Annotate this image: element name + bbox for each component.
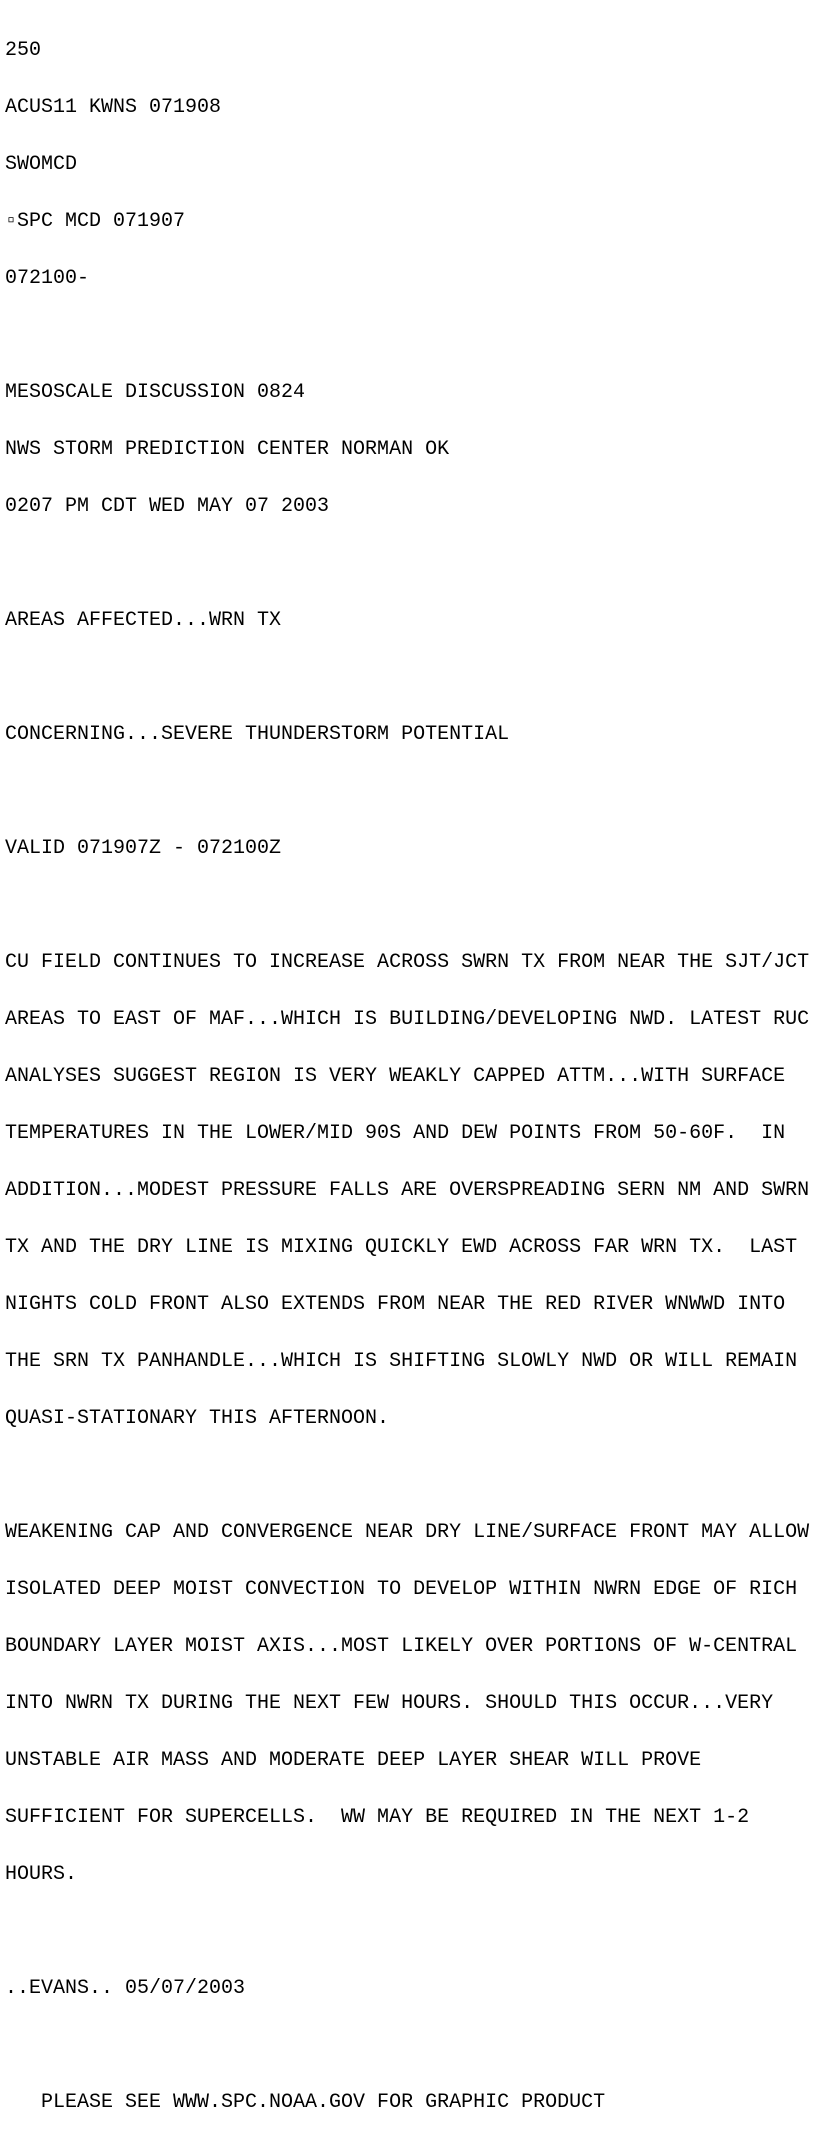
text-line: UNSTABLE AIR MASS AND MODERATE DEEP LAYER SHEAR WILL PROVE	[5, 1749, 702, 1772]
text-line: ANALYSES SUGGEST REGION IS VERY WEAKLY CAPPED ATTM...WITH SURFACE	[5, 1065, 786, 1088]
text-line: AREAS TO EAST OF MAF...WHICH IS BUILDING/DEVELOPING NWD. LATEST RUC	[5, 1008, 810, 1031]
text-line: 250	[5, 39, 42, 62]
text-line	[5, 2036, 809, 2055]
text-line: THE SRN TX PANHANDLE...WHICH IS SHIFTING SLOWLY NWD OR WILL REMAIN	[5, 1350, 798, 1373]
text-line: QUASI-STATIONARY THIS AFTERNOON.	[5, 1407, 390, 1430]
text-line	[5, 326, 809, 345]
text-line: TEMPERATURES IN THE LOWER/MID 90S AND DEW POINTS FROM 50-60F. IN	[5, 1122, 786, 1145]
text-line: ISOLATED DEEP MOIST CONVECTION TO DEVELOP WITHIN NWRN EDGE OF RICH	[5, 1578, 798, 1601]
text-line: 0207 PM CDT WED MAY 07 2003	[5, 495, 330, 518]
text-line: ADDITION...MODEST PRESSURE FALLS ARE OVERSPREADING SERN NM AND SWRN	[5, 1179, 810, 1202]
text-line: MESOSCALE DISCUSSION 0824	[5, 381, 306, 404]
text-line	[5, 554, 809, 573]
text-line	[5, 1466, 809, 1485]
text-line: ..EVANS.. 05/07/2003	[5, 1977, 246, 2000]
text-line: PLEASE SEE WWW.SPC.NOAA.GOV FOR GRAPHIC PRODUCT	[5, 2091, 606, 2114]
bulletin-text	[5, 3, 809, 2131]
text-line: 072100-	[5, 267, 90, 290]
text-line: NWS STORM PREDICTION CENTER NORMAN OK	[5, 438, 450, 461]
text-line	[5, 668, 809, 687]
text-line: NIGHTS COLD FRONT ALSO EXTENDS FROM NEAR THE RED RIVER WNWWD INTO	[5, 1293, 786, 1316]
text-line: CONCERNING...SEVERE THUNDERSTORM POTENTIAL	[5, 723, 510, 746]
text-line: VALID 071907Z - 072100Z	[5, 837, 282, 860]
text-line: SUFFICIENT FOR SUPERCELLS. WW MAY BE REQUIRED IN THE NEXT 1-2	[5, 1806, 750, 1829]
text-line: BOUNDARY LAYER MOIST AXIS...MOST LIKELY OVER PORTIONS OF W-CENTRAL	[5, 1635, 798, 1658]
text-line: ACUS11 KWNS 071908	[5, 96, 222, 119]
text-line	[5, 782, 809, 801]
text-line: ▫SPC MCD 071907	[5, 210, 186, 233]
text-line	[5, 1922, 809, 1941]
text-line: HOURS.	[5, 1863, 78, 1886]
text-line: CU FIELD CONTINUES TO INCREASE ACROSS SWRN TX FROM NEAR THE SJT/JCT	[5, 951, 810, 974]
text-line: INTO NWRN TX DURING THE NEXT FEW HOURS. SHOULD THIS OCCUR...VERY	[5, 1692, 774, 1715]
text-line: SWOMCD	[5, 153, 78, 176]
text-line: WEAKENING CAP AND CONVERGENCE NEAR DRY LINE/SURFACE FRONT MAY ALLOW	[5, 1521, 810, 1544]
text-line: AREAS AFFECTED...WRN TX	[5, 609, 282, 632]
text-line	[5, 896, 809, 915]
text-line: TX AND THE DRY LINE IS MIXING QUICKLY EWD ACROSS FAR WRN TX. LAST	[5, 1236, 798, 1259]
